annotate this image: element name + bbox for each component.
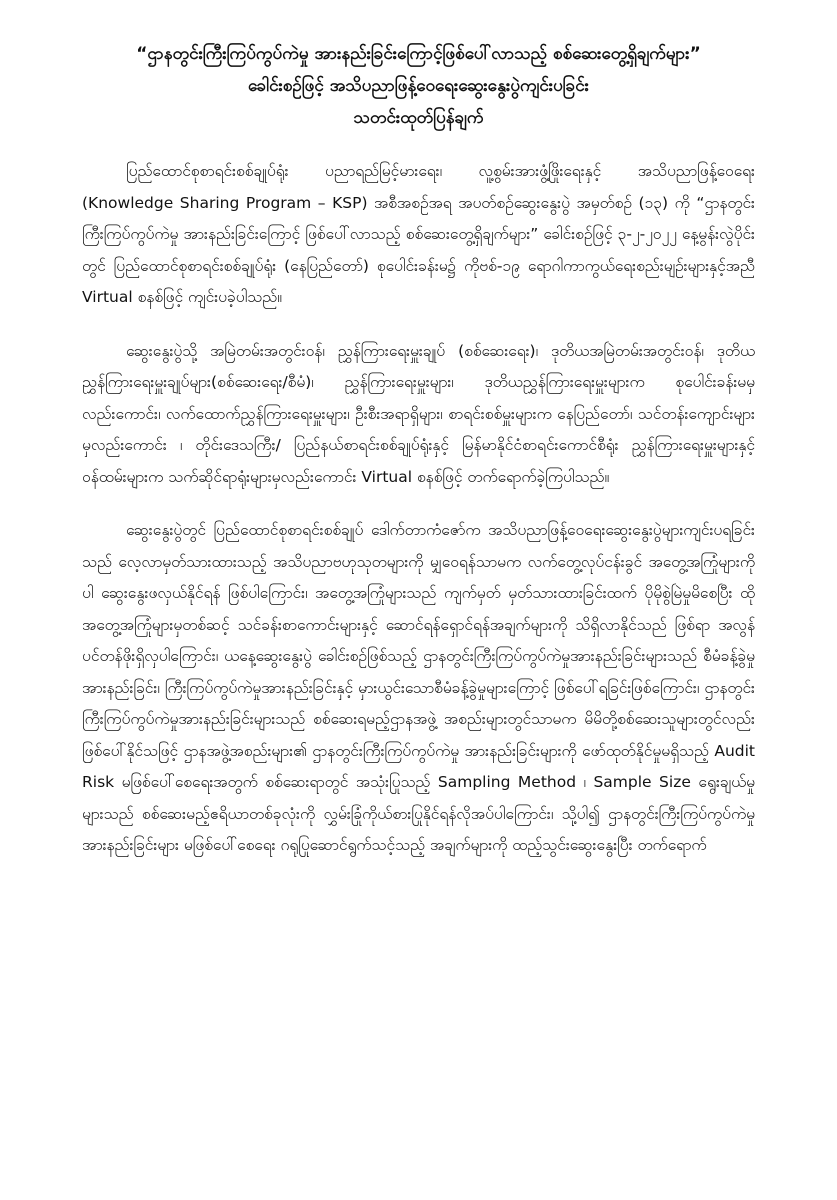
document-title <box>82 38 755 134</box>
title-line-1: “ဌာနတွင်းကြီးကြပ်ကွပ်ကဲမှု အားနည်းခြင်းကြောင့်ဖြစ်ပေါ်လာသည့် စစ်ဆေးတွေ့ရှိချက်များ” <box>136 44 701 64</box>
title-line-3: သတင်းထုတ်ပြန်ချက် <box>353 108 484 128</box>
title-line-2: ခေါင်းစဉ်ဖြင့် အသိပညာဖြန့်ဝေရေးဆွေးနွေးပွဲကျင်းပခြင်း <box>248 76 589 96</box>
paragraph-1 <box>82 156 755 314</box>
paragraph-3-text: ဆွေးနွေးပွဲတွင် ပြည်ထောင်စုစာရင်းစစ်ချုပ် ဒေါက်တာကံဇော်က အသိပညာဖြန့်ဝေရေးဆွေးနွေးပွဲများကျင်းပရခြင်းသည် လေ့လာမှတ်သားထားသည့် အသိပညာဗဟုသုတများကို မျှဝေရန်သာမက လက်တွေ့လုပ်ငန်းခွင် အတွေ့အကြုံများကိုပါ ဆွေးနွေးဖလှယ်နိုင်ရန် ဖြစ်ပါကြောင်း၊ အတွေ့အကြုံများသည် ကျက်မှတ် မှတ်သားထားခြင်းထက် ပိုမိုစွဲမြဲမှုမိစေပြီး ထိုအတွေ့အကြုံများမှတစ်ဆင့် သင်ခန်းစာကောင်းများနှင့် ဆောင်ရန်ရှောင်ရန်အချက်များကို သိရှိလာနိုင်သည် ဖြစ်ရာ အလွန်ပင်တန်ဖိုးရှိလှပါကြောင်း၊ ယနေ့ဆွေးနွေးပွဲ ခေါင်းစဉ်ဖြစ်သည့် ဌာနတွင်းကြီးကြပ်ကွပ်ကဲမှုအားနည်းခြင်းများသည် စီမံခန့်ခွဲမှုအားနည်းခြင်း၊ ကြီးကြပ်ကွပ်ကဲမှုအားနည်းခြင်းနှင့် မှားယွင်းသောစီမံခန့်ခွဲမှုများကြောင့် ဖြစ်ပေါ်ရခြင်းဖြစ်ကြောင်း၊ ဌာနတွင်းကြီးကြပ်ကွပ်ကဲမှုအားနည်းခြင်းများသည် စစ်ဆေးရမည့်ဌာနအဖွဲ့ အစည်းများတွင်သာမက မိမိတို့စစ်ဆေးသူများတွင်လည်း ဖြစ်ပေါ်နိုင်သဖြင့် ဌာနအဖွဲ့အစည်းများ၏ ဌာနတွင်းကြီးကြပ်ကွပ်ကဲမှု အားနည်းခြင်းများကို ဖော်ထုတ်နိုင်မှုမရှိသည့် Audit Risk မဖြစ်ပေါ်စေရေးအတွက် စစ်ဆေးရာတွင် အသုံးပြုသည့် Sampling Method ၊ Sample Size ရွေးချယ်မှုများသည် စစ်ဆေးမည့်ဧရိယာတစ်ခုလုံးကို လွှမ်းခြုံကိုယ်စားပြုနိုင်ရန်လိုအပ်ပါကြောင်း၊ သို့ပါ၍ ဌာနတွင်းကြီးကြပ်ကွပ်ကဲမှု အားနည်းခြင်းများ မဖြစ်ပေါ်စေရေး ဂရုပြုဆောင်ရွက်သင့်သည့် အချက်များကို ထည့်သွင်းဆွေးနွေးပြီး တက်ရောက် <box>82 521 755 854</box>
paragraph-1-text: ပြည်ထောင်စုစာရင်းစစ်ချုပ်ရုံး ပညာရည်မြင့်မားရေး၊ လူ့စွမ်းအားဖွံ့ဖြိုးရေးနှင့် အသိပညာဖြန့်ဝေရေး (Knowledge Sharing Program – KSP) အစီအစဉ်အရ အပတ်စဉ်ဆွေးနွေးပွဲ အမှတ်စဉ် (၁၃) ကို “ဌာနတွင်းကြီးကြပ်ကွပ်ကဲမှု အားနည်းခြင်းကြောင့် ဖြစ်ပေါ်လာသည့် စစ်ဆေးတွေ့ရှိချက်များ” ခေါင်းစဉ်ဖြင့် ၃-၂-၂၀၂၂ နေ့မွန်းလွဲပိုင်းတွင် ပြည်ထောင်စုစာရင်းစစ်ချုပ်ရုံး (နေပြည်တော်) စုပေါင်းခန်းမ၌ ကိုဗစ်-၁၉ ရောဂါကာကွယ်ရေးစည်းမျဉ်းများနှင့်အညီ Virtual စနစ်ဖြင့် ကျင်းပခဲ့ပါသည်။ <box>82 162 755 306</box>
paragraph-2 <box>82 336 755 494</box>
paragraph-3 <box>82 515 755 862</box>
paragraph-2-text: ဆွေးနွေးပွဲသို့ အမြဲတမ်းအတွင်းဝန်၊ ညွှန်ကြားရေးမှူးချုပ် (စစ်ဆေးရေး)၊ ဒုတိယအမြဲတမ်းအတွင်းဝန်၊ ဒုတိယညွှန်ကြားရေးမှူးချုပ်များ(စစ်ဆေးရေး/စီမံ)၊ ညွှန်ကြားရေးမှူးများ၊ ဒုတိယညွှန်ကြားရေးမှူးများက စုပေါင်းခန်းမမှလည်းကောင်း၊ လက်ထောက်ညွှန်ကြားရေးမှူးများ၊ ဦးစီးအရာရှိများ၊ စာရင်းစစ်မှူးများက နေပြည်တော်၊ သင်တန်းကျောင်းများမှလည်းကောင်း ၊ တိုင်းဒေသကြီး/ ပြည်နယ်စာရင်းစစ်ချုပ်ရုံးနှင့် မြန်မာနိုင်ငံစာရင်းကောင်စီရုံး ညွှန်ကြားရေးမှူးများနှင့် ဝန်ထမ်းများက သက်ဆိုင်ရာရုံးများမှလည်းကောင်း Virtual စနစ်ဖြင့် တက်ရောက်ခဲ့ကြပါသည်။ <box>82 341 755 486</box>
